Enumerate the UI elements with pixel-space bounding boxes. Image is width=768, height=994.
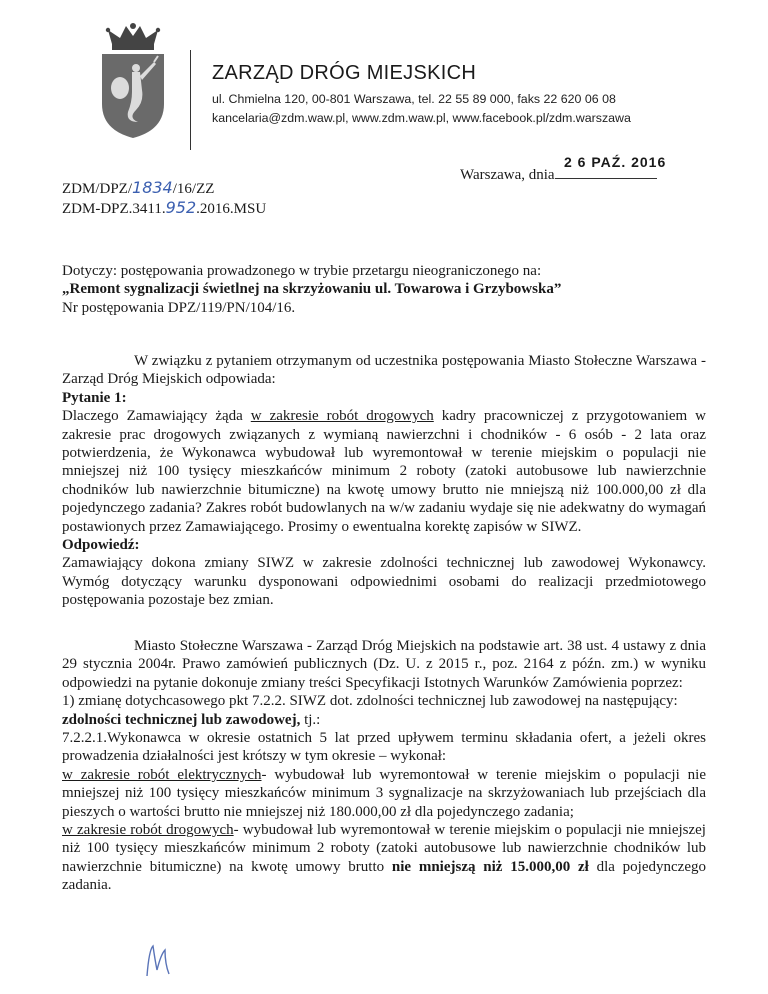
- header-divider: [190, 50, 191, 150]
- reference-number-1: [62, 178, 214, 198]
- organization-name: ZARZĄD DRÓG MIEJSKICH: [212, 62, 477, 84]
- place-date: [460, 164, 657, 184]
- question-answer-section: [62, 352, 706, 610]
- subject-line: Dotyczy: postępowania prowadzonego w trybie przetargu nieograniczonego na:: [62, 263, 542, 279]
- handwritten-initial: [143, 940, 173, 980]
- electrical-works-paragraph: [62, 766, 706, 821]
- question-underlined-text: w zakresie robót drogowych: [250, 408, 434, 425]
- siwz-change-section: [62, 637, 706, 895]
- change-intro-paragraph: Miasto Stołeczne Warszawa - Zarząd Dróg Miejskich na podstawie art. 38 ust. 4 ustawy z dnia 29 stycznia 2004r. Prawo zamówień publicznych (Dz. U. z 2015 r., poz. 2164 z późn. zm.) w wyniku odpowiedzi na pytanie dokonuje zmiany treści Specyfikacji Istotnych Warunków Zamówienia poprzez:: [62, 638, 706, 691]
- road-works-bold: nie mniejszą niż 15.000,00 zł: [391, 858, 589, 875]
- subject-number: Nr postępowania DPZ/119/PN/104/16.: [62, 299, 296, 316]
- intro-paragraph: W związku z pytaniem otrzymanym od uczestnika postępowania Miasto Stołeczne Warszawa - Zarząd Dróg Miejskich odpowiada:: [62, 353, 706, 388]
- question-heading: [62, 389, 706, 407]
- place-date-label: Warszawa, dnia: [460, 167, 555, 183]
- warsaw-coat-of-arms-logo: [98, 22, 168, 140]
- address-line: ul. Chmielna 120, 00-801 Warszawa, tel. 22 55 89 000, faks 22 620 06 08: [212, 92, 616, 106]
- electrical-works-underlined: w zakresie robót elektrycznych: [62, 766, 262, 783]
- date-line: [555, 164, 657, 179]
- question-heading-text: Pytanie 1:: [62, 389, 127, 406]
- question-text-b: kadry pracowniczej z przygotowaniem w zakresie prac drogowych związanych z wymianą nawierzchni i chodników - 6 osób - 2 lata oraz potwierdzenia, że Wykonawca wybudował lub wyremontował w terenie miejskim o populacji nie mniejszej niż 100 tysięcy mieszkańców minimum 2 roboty (zatoki autobusowe lub nawierzchnie chodników lub nawierzchnie bitumiczne) na kwotę umowy brutto nie mniejszą niż 100.000,00 zł dla pojedynczego zadania? Zakres robót budowlanych na w/w zadaniu wydaje się nie adekwatny do wymagań postawionych przez Zamawiającego. Prosimy o ewentualna korektę zapisów w SIWZ.: [62, 408, 706, 535]
- road-works-end: dla pojedynczego zadania.: [62, 858, 706, 894]
- bold-heading-suffix: tj.:: [300, 711, 321, 728]
- road-works-paragraph: [62, 821, 706, 895]
- road-works-text: - wybudował lub wyremontował w terenie miejskim o populacji nie mniejszej niż 100 tysięcy mieszkańców minimum 2 roboty (zatoki autobusowe lub nawierzchnie chodników lub nawierzchnie bitumiczne) na kwotę umowy brutto: [62, 822, 706, 875]
- reference-suffix: .2016.MSU: [196, 201, 267, 217]
- subject-title-text: „Remont sygnalizacji świetlnej na skrzyżowaniu ul. Towarowa i Grzybowska”: [62, 281, 562, 298]
- point-paragraph: 7.2.2.1.Wykonawca w okresie ostatnich 5 lat przed upływem terminu składania ofert, a jeżeli okres prowadzenia działalności jest krótszy w tym okresie – wykonał:: [62, 730, 706, 765]
- contact-line: kancelaria@zdm.waw.pl, www.zdm.waw.pl, www.facebook.pl/zdm.warszawa: [212, 111, 631, 125]
- reference-suffix: /16/ZZ: [172, 181, 215, 197]
- reference-prefix: ZDM-DPZ.3411.: [62, 201, 166, 217]
- subject-title: [62, 280, 706, 298]
- answer-heading-text: Odpowiedź:: [62, 537, 140, 554]
- handwritten-number: 952: [165, 198, 197, 217]
- handwritten-number: 1834: [132, 178, 173, 197]
- bold-heading: [62, 711, 706, 729]
- road-works-underlined: w zakresie robót drogowych: [62, 822, 234, 839]
- bold-heading-text: zdolności technicznej lub zawodowej,: [62, 711, 301, 728]
- reference-prefix: ZDM/DPZ/: [62, 181, 133, 197]
- answer-heading: [62, 536, 706, 554]
- date-stamp: 2 6 PAŹ. 2016: [564, 154, 667, 170]
- question-paragraph: [62, 407, 706, 536]
- reference-number-2: [62, 198, 266, 218]
- answer-paragraph: Zamawiający dokona zmiany SIWZ w zakresie zdolności technicznej lub zawodowej Wykonawcy. Wymóg dotyczący warunku dysponowani odpowiednimi osobami do realizacji przedmiotowego postępowania pozostaje bez zmian.: [62, 555, 706, 609]
- question-text-a: Dlaczego Zamawiający żąda: [62, 408, 251, 425]
- electrical-works-text: - wybudował lub wyremontował w terenie miejskim o populacji nie mniejszej niż 100 tysięcy mieszkańców minimum 3 sygnalizacje na skrzyżowaniach lub przejściach dla pieszych o wartości brutto nie mniejszej niż 180.000,00 zł dla pojedynczego zadania;: [62, 766, 706, 820]
- change-item-1: 1) zmianę dotychcasowego pkt 7.2.2. SIWZ dot. zdolności technicznej lub zawodowej na następujący:: [62, 693, 678, 710]
- subject-block: [62, 262, 706, 317]
